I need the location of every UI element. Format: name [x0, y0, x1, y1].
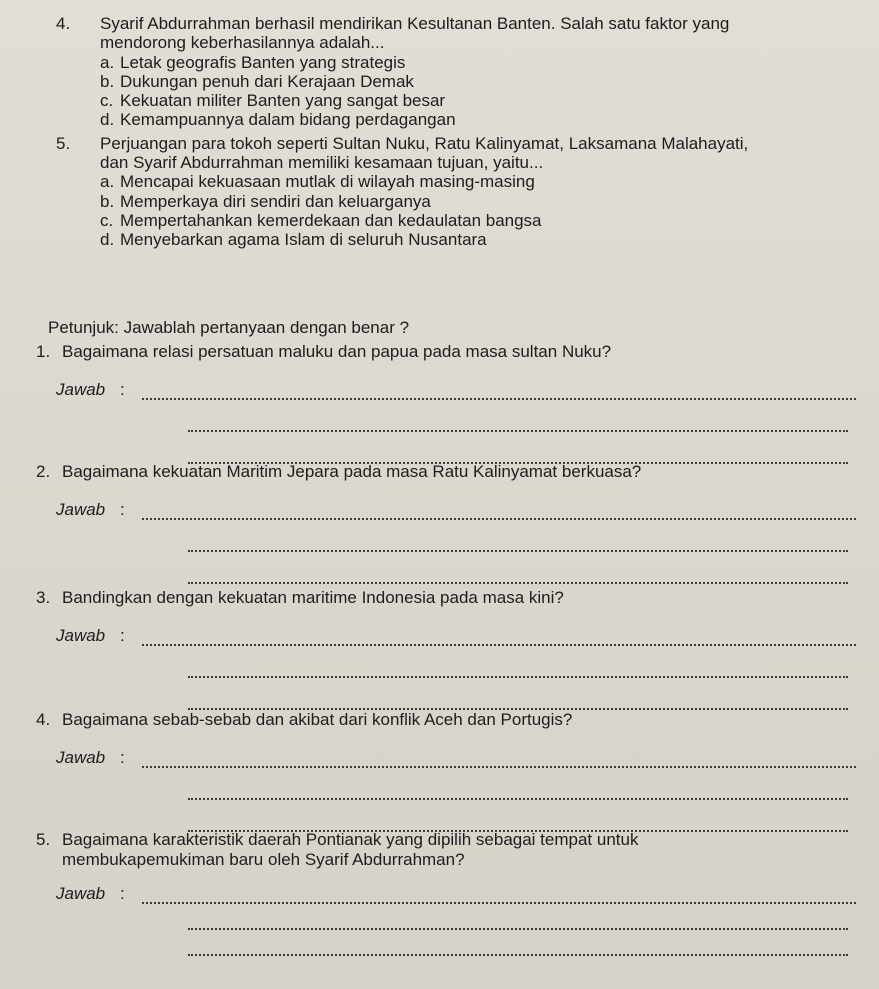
answer-line[interactable]	[188, 428, 848, 432]
answer-line[interactable]	[142, 630, 856, 646]
answer-colon: :	[120, 380, 125, 399]
option-letter: a.	[100, 172, 115, 192]
question-text: Bagaimana kekuatan Maritim Jepara pada masa Ratu Kalinyamat berkuasa?	[62, 462, 642, 481]
question-number: 3.	[36, 588, 51, 607]
answer-colon: :	[120, 500, 125, 519]
answer-line[interactable]	[188, 796, 848, 800]
option-text: Letak geografis Banten yang strategis	[120, 52, 406, 72]
option-letter: c.	[100, 91, 114, 111]
question-number: 1.	[36, 342, 51, 361]
option-letter: c.	[100, 210, 114, 230]
answer-line[interactable]	[188, 548, 848, 552]
question-text-continued: membukapemukiman baru oleh Syarif Abdurrahman?	[62, 850, 465, 869]
option-b[interactable]	[100, 72, 856, 91]
option-letter: d.	[100, 230, 115, 250]
answer-colon: :	[120, 626, 125, 645]
answer-label: Jawab	[56, 500, 106, 519]
instruction-text: Petunjuk: Jawablah pertanyaan dengan benar ?	[48, 318, 410, 337]
option-b[interactable]	[100, 192, 856, 211]
answer-line[interactable]	[142, 752, 856, 768]
answer-label: Jawab	[56, 626, 106, 645]
question-number: 4.	[56, 14, 71, 33]
question-number: 4.	[36, 710, 51, 729]
question-text: Bagaimana relasi persatuan maluku dan papua pada masa sultan Nuku?	[62, 342, 612, 361]
answer-line[interactable]	[142, 384, 856, 400]
multiple-choice-section	[56, 14, 856, 250]
question-text: Bagaimana sebab-sebab dan akibat dari konflik Aceh dan Portugis?	[62, 710, 573, 729]
answer-line[interactable]	[188, 952, 848, 956]
question-number: 5.	[36, 830, 51, 849]
answer-label: Jawab	[56, 380, 106, 399]
question-text: Syarif Abdurrahman berhasil mendirikan Kesultanan Banten. Salah satu faktor yang	[100, 14, 730, 33]
answer-line[interactable]	[188, 926, 848, 930]
option-letter: b.	[100, 71, 115, 91]
essay-question-2	[36, 462, 856, 584]
question-text: Bandingkan dengan kekuatan maritime Indonesia pada masa kini?	[62, 588, 564, 607]
question-text: Perjuangan para tokoh seperti Sultan Nuku, Ratu Kalinyamat, Laksamana Malahayati,	[100, 133, 749, 153]
answer-colon: :	[120, 748, 125, 767]
essay-question-3	[36, 588, 856, 710]
answer-colon: :	[120, 884, 125, 903]
question-text-continued: mendorong keberhasilannya adalah...	[100, 33, 385, 53]
option-letter: b.	[100, 191, 115, 211]
option-c[interactable]	[100, 91, 856, 110]
option-a[interactable]	[100, 172, 856, 191]
answer-line[interactable]	[188, 580, 848, 584]
option-c[interactable]	[100, 211, 856, 230]
question-number: 2.	[36, 462, 51, 481]
answer-line[interactable]	[142, 888, 856, 904]
answer-line[interactable]	[188, 674, 848, 678]
answer-line[interactable]	[142, 504, 856, 520]
mcq-question-4	[56, 14, 856, 130]
option-text: Mempertahankan kemerdekaan dan kedaulatan bangsa	[120, 210, 542, 230]
option-text: Kemampuannya dalam bidang perdagangan	[120, 110, 456, 130]
option-d[interactable]	[100, 230, 856, 249]
option-text: Memperkaya diri sendiri dan keluarganya	[120, 191, 431, 211]
essay-question-4	[36, 710, 856, 832]
option-d[interactable]	[100, 110, 856, 129]
option-text: Menyebarkan agama Islam di seluruh Nusantara	[120, 230, 487, 250]
mcq-question-5	[56, 134, 856, 250]
question-text: Bagaimana karakteristik daerah Pontianak yang dipilih sebagai tempat untuk	[62, 830, 639, 849]
option-letter: d.	[100, 110, 115, 130]
answer-label: Jawab	[56, 748, 106, 767]
essay-question-5	[36, 830, 856, 956]
question-text-continued: dan Syarif Abdurrahman memiliki kesamaan tujuan, yaitu...	[100, 153, 544, 173]
answer-label: Jawab	[56, 884, 106, 903]
essay-question-1	[36, 342, 856, 464]
option-text: Kekuatan militer Banten yang sangat besar	[120, 91, 446, 111]
option-letter: a.	[100, 52, 115, 72]
option-a[interactable]	[100, 53, 856, 72]
option-text: Mencapai kekuasaan mutlak di wilayah masing-masing	[120, 172, 535, 192]
option-text: Dukungan penuh dari Kerajaan Demak	[120, 71, 414, 91]
question-number: 5.	[56, 133, 71, 153]
